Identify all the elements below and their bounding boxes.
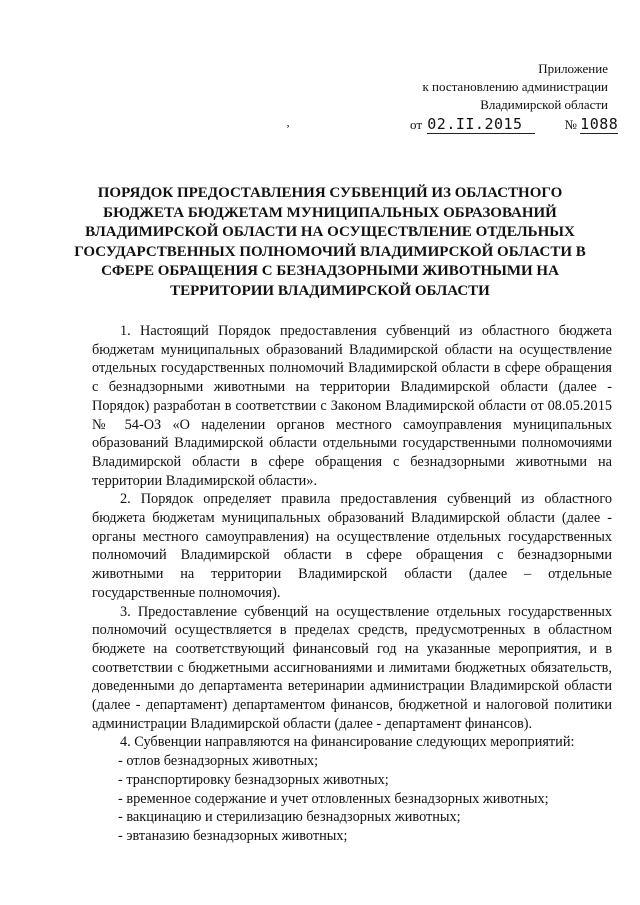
stray-mark: ʼ [286, 122, 290, 136]
date-prefix: от [410, 117, 423, 132]
appendix-label: Приложение [538, 61, 608, 76]
document-title [70, 184, 590, 301]
paragraph-2: 2. Порядок определяет правила предоставления субвенций из областного бюджета бюджетам муниципальных образований Владимирской области (далее - органы местного самоуправления) на осуществление отдельных государственных полномочий Владимирской области в сфере обращения с безнадзорными животными на территории Владимирской области (далее – отдельные государственные полномочия). [92, 491, 612, 601]
paragraph-3: 3. Предоставление субвенций на осуществление отдельных государственных полномочий осуществляется в пределах средств, предусмотренных в областном бюджете на соответствующий финансовый год на указанные мероприятия, и в соответствии с бюджетными ассигнованиями и лимитами бюджетных обязательств, доведенными до департамента ветеринарии администрации Владимирской области (далее - департамент) департаментом финансов, бюджетной и налоговой политики администрации Владимирской области (далее - департамент финансов). [92, 603, 612, 732]
appendix-header [422, 60, 608, 114]
authority-name: Владимирской области [480, 97, 608, 112]
title-line: ТЕРРИТОРИИ ВЛАДИМИРСКОЙ ОБЛАСТИ [170, 282, 490, 299]
paragraph-4: 4. Субвенции направляются на финансирование следующих мероприятий: [120, 734, 575, 751]
title-line: СФЕРЕ ОБРАЩЕНИЯ С БЕЗНАДЗОРНЫМИ ЖИВОТНЫМИ НА [101, 263, 559, 279]
title-line: ВЛАДИМИРСКОЙ ОБЛАСТИ НА ОСУЩЕСТВЛЕНИЕ ОТДЕЛЬНЫХ [85, 224, 575, 240]
appendix-to: к постановлению администрации [422, 79, 608, 94]
list-item: - транспортировку безнадзорных животных; [118, 771, 389, 788]
list-item: - вакцинацию и стерилизацию безнадзорных животных; [118, 809, 461, 826]
title-line: ПОРЯДОК ПРЕДОСТАВЛЕНИЯ СУБВЕНЦИЙ ИЗ ОБЛАСТНОГО [97, 185, 563, 201]
paragraph-1: 1. Настоящий Порядок предоставления субвенций из областного бюджета бюджетам муниципальных образований Владимирской области на осуществление отдельных государственных полномочий Владимирской области в сфере обращения с безнадзорными животными на территории Владимирской области (далее - Порядок) разработан в соответствии с Законом Владимирской области от 08.05.2015 № 54-ОЗ «О наделении органов местного самоуправления муниципальных образований Владимирской области отдельными государственными полномочиями Владимирской области в сфере обращения с безнадзорными животными на территории Владимирской области». [92, 323, 612, 489]
number-prefix: № [564, 117, 577, 132]
document-body [92, 322, 612, 846]
title-line: БЮДЖЕТА БЮДЖЕТАМ МУНИЦИПАЛЬНЫХ ОБРАЗОВАНИЙ [103, 204, 557, 221]
list-item: - временное содержание и учет отловленных безнадзорных животных; [118, 790, 549, 807]
title-line: ГОСУДАРСТВЕННЫХ ПОЛНОМОЧИЙ ВЛАДИМИРСКОЙ ОБЛАСТИ В [74, 243, 586, 260]
list-item: - эвтаназию безнадзорных животных; [118, 827, 348, 844]
decree-date: 02.II.2015 [427, 115, 535, 134]
list-item: - отлов безнадзорных животных; [118, 753, 319, 770]
decree-date-number [410, 115, 620, 134]
decree-number: 1088 [580, 115, 619, 133]
